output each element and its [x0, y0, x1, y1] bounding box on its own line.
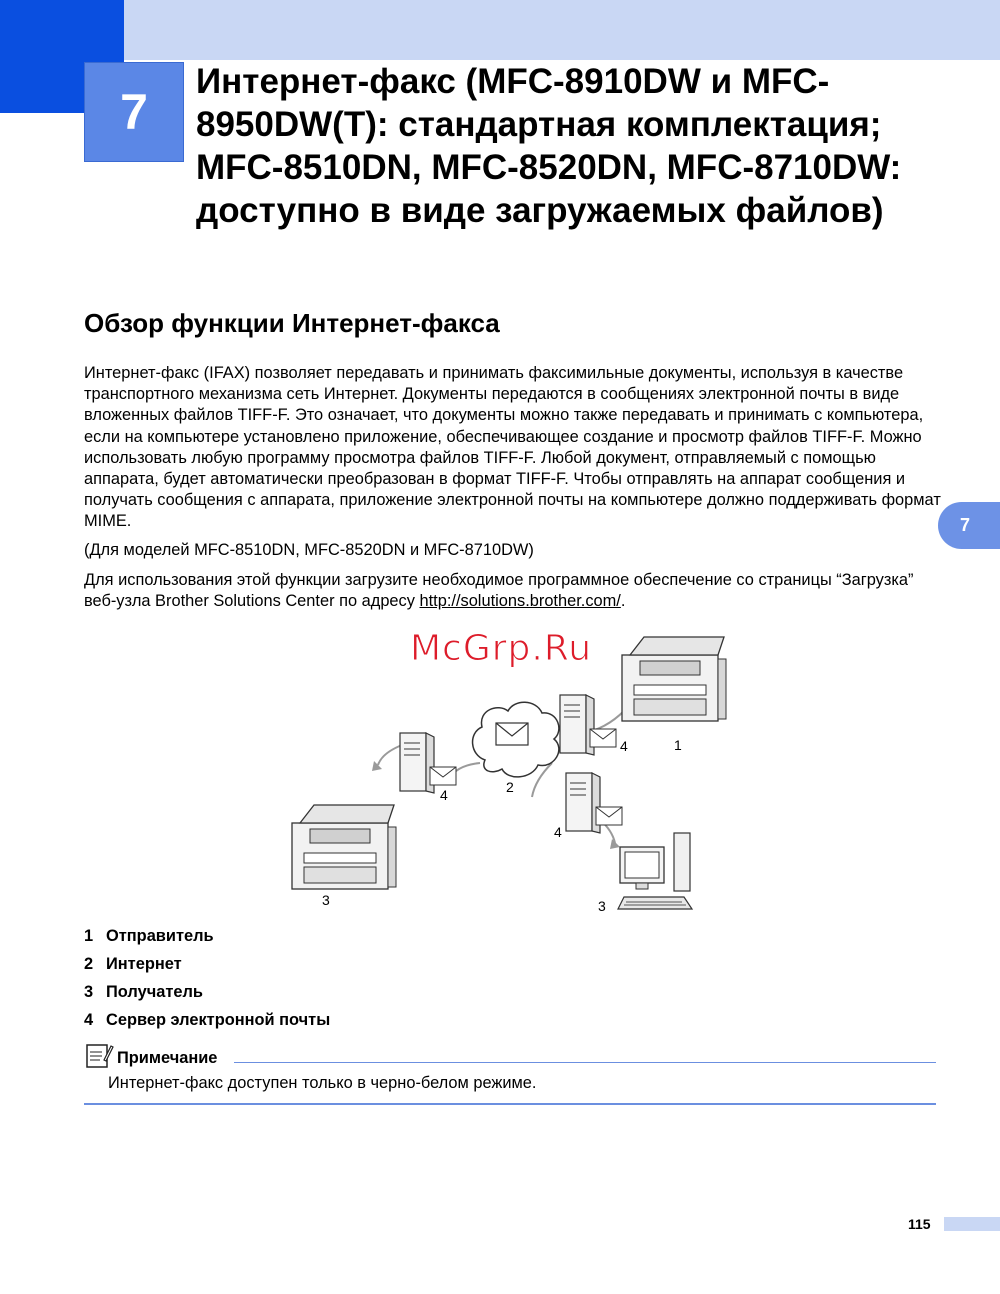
server-icon: [400, 733, 456, 793]
legend-item: [84, 925, 330, 953]
diagram-legend: [84, 925, 330, 1037]
watermark: McGrp.Ru: [410, 628, 593, 669]
printer-icon: [292, 805, 396, 889]
arrow-server-printer: [378, 745, 402, 765]
download-end: .: [620, 592, 626, 611]
chapter-title: Интернет-факс (MFC-8910DW и MFC-8950DW(T): стандартная комплектация; MFC-8510DN, MFC-8520DN, MFC-8710DW: доступно в виде загружаемых файлов): [196, 62, 902, 230]
legend-item: [84, 953, 330, 981]
label-receiver-pc: 3: [598, 898, 606, 914]
printer-icon: [622, 637, 726, 721]
chapter-number: 7: [84, 62, 184, 162]
legend-label: Сервер электронной почты: [106, 1011, 331, 1029]
note-box: [84, 1040, 936, 1105]
solutions-link[interactable]: http://solutions.brother.com/: [419, 592, 621, 611]
legend-number: 2: [84, 955, 94, 973]
legend-label: Отправитель: [106, 927, 214, 945]
section-heading: Обзор функции Интернет-факса: [84, 308, 500, 338]
pencil-note-icon: [84, 1040, 114, 1070]
legend-item: [84, 1009, 330, 1037]
note-label: Примечание: [117, 1049, 218, 1067]
models-paragraph: (Для моделей MFC-8510DN, MFC-8520DN и MFC-8710DW): [84, 541, 534, 559]
legend-label: Получатель: [106, 983, 203, 1001]
download-paragraph: [84, 570, 946, 612]
note-text: Интернет-факс доступен только в черно-белом режиме.: [108, 1074, 537, 1092]
note-bottom-divider: [84, 1103, 936, 1105]
legend-number: 4: [84, 1011, 94, 1029]
note-divider: [234, 1062, 936, 1063]
server-icon: [566, 773, 622, 833]
envelope-icon: [496, 723, 528, 745]
download-text: Для использования этой функции загрузите необходимое программное обеспечение со страницы “Загрузка” веб-узла Brother Solutions Center по адресу: [84, 571, 914, 611]
legend-number: 3: [84, 983, 94, 1001]
computer-icon: [618, 833, 692, 909]
page-number: 115: [908, 1216, 931, 1232]
label-sender: 1: [674, 737, 682, 753]
header-band: [0, 0, 1000, 60]
overview-paragraph: Интернет-факс (IFAX) позволяет передавать и принимать факсимильные документы, используя в качестве транспортного механизма сеть Интернет. Документы передаются в сообщениях электронной почты в виде вложенных файлов TIFF-F. Это означает, что документы можно также передавать и принимать с компьютера, если на компьютере установлено приложение, обеспечивающее создание и просмотр файлов TIFF-F. Можно использовать любую программу просмотра файлов TIFF-F. Любой документ, отправляемый с помощью аппарата, будет автоматически преобразован в формат TIFF-F. Чтобы отправлять на аппарат сообщения и получать сообщения с аппарата, приложение электронной почты на компьютере должно поддерживать формат MIME.: [84, 364, 941, 531]
page-footer-bar: [944, 1217, 1000, 1231]
legend-number: 1: [84, 927, 94, 945]
label-server-right: 4: [554, 824, 562, 840]
label-server-top: 4: [620, 738, 628, 754]
label-receiver-printer: 3: [322, 892, 330, 908]
chapter-side-tab: 7: [938, 502, 1000, 549]
label-server-left: 4: [440, 787, 448, 803]
legend-item: [84, 981, 330, 1009]
label-internet: 2: [506, 779, 514, 795]
legend-label: Интернет: [106, 955, 182, 973]
arrowhead: [372, 761, 382, 771]
